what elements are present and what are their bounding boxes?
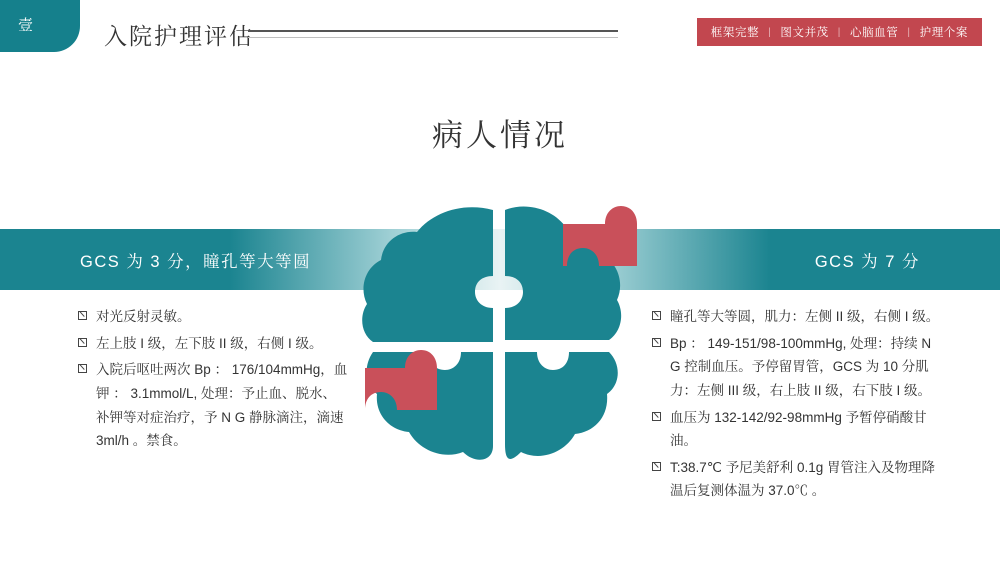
section-number-badge: [0, 0, 80, 52]
list-item: [652, 305, 942, 329]
checkbox-bullet-icon: [652, 462, 661, 471]
slide-title: 病人情况: [432, 118, 568, 153]
checkbox-bullet-icon: [652, 412, 661, 421]
list-item-text: 血压为 132-142/92-98mmHg 予暂停硝酸甘油。: [670, 409, 927, 449]
checkbox-bullet-icon: [78, 311, 87, 320]
left-bullet-list: [78, 305, 348, 456]
header-divider-thin: [248, 37, 618, 38]
header-tag-4: 护理个案: [919, 27, 968, 39]
list-item: [652, 406, 942, 453]
header-tag-group: [697, 18, 982, 46]
tag-separator-icon: |: [768, 26, 772, 38]
header-tag-2: 图文并茂: [780, 27, 829, 39]
list-item: [652, 332, 942, 403]
brain-puzzle-icon: [355, 188, 645, 488]
list-item: [78, 305, 348, 329]
list-item-text: T:38.7℃ 予尼美舒利 0.1g 胃管注入及物理降温后复测体温为 37.0℃ 。: [670, 459, 935, 499]
page-heading: 入院护理评估: [104, 23, 254, 49]
slide-header: [0, 0, 1000, 60]
header-divider-thick: [248, 30, 618, 32]
list-item: [652, 456, 942, 503]
section-number-text: 壹: [18, 17, 35, 34]
header-tag-3: 心脑血管: [849, 27, 899, 39]
tag-separator-icon: |: [907, 26, 911, 38]
left-band-label: GCS 为 3 分，瞳孔等大等圆: [80, 252, 312, 271]
checkbox-bullet-icon: [78, 338, 87, 347]
tag-separator-icon: |: [837, 26, 841, 38]
header-tag-1: 框架完整: [710, 27, 760, 39]
checkbox-bullet-icon: [78, 364, 87, 373]
list-item-text: 瞳孔等大等圆，肌力：左侧 II 级，右侧 I 级。: [670, 309, 940, 324]
checkbox-bullet-icon: [652, 338, 661, 347]
right-bullet-list: [652, 305, 942, 506]
list-item: [78, 358, 348, 453]
list-item-text: 入院后呕吐两次 Bp ： 176/104mmHg，血钾 ： 3.1mmol/L, 处理：予止血、脱水、补钾等对症治疗，予 N G 静脉滴注，滴速 3ml/h 。禁食。: [96, 362, 348, 449]
list-item: [78, 332, 348, 356]
list-item-text: 对光反射灵敏。: [96, 309, 191, 324]
list-item-text: Bp ： 149-151/98-100mmHg, 处理：持续 N G 控制血压。予停留胃管，GCS 为 10 分肌力：左侧 III 级，右上肢 II 级，右下肢 I 级。: [670, 335, 932, 398]
right-band-label: GCS 为 7 分: [814, 252, 920, 271]
checkbox-bullet-icon: [652, 311, 661, 320]
list-item-text: 左上肢 I 级，左下肢 II 级，右侧 I 级。: [96, 335, 323, 351]
